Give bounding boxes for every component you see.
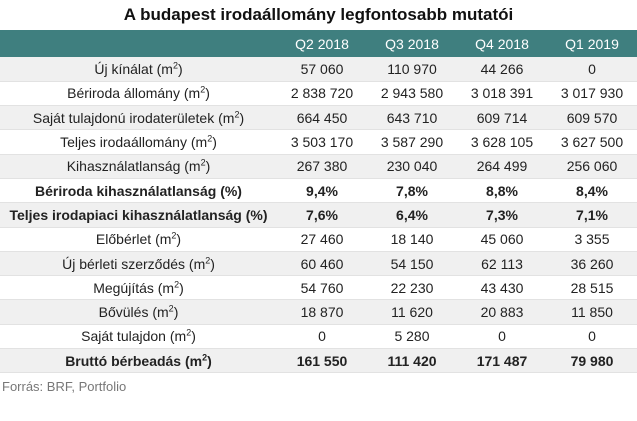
unit-superscript: 2 — [186, 327, 192, 338]
row-label-text: Új bérleti szerződés (m — [62, 255, 206, 272]
value-cell: 62 113 — [457, 251, 547, 275]
value-cell: 8,8% — [457, 178, 547, 202]
header-q2-2018: Q2 2018 — [295, 35, 349, 52]
value-cell: 0 — [277, 324, 367, 348]
table-row — [0, 251, 637, 275]
row-label-text: Bővülés (m — [98, 304, 169, 321]
row-label: Bruttó bérbeadás $(m^2)$ — [0, 349, 277, 373]
value-cell: 3 503 170 — [277, 130, 367, 154]
row-label-text: Megújítás (m — [93, 279, 175, 296]
value-cell: 256 060 — [547, 154, 637, 178]
row-label-text: Teljes irodapiaci kihasználatlanság (%) — [9, 206, 268, 223]
value-cell: 18 140 — [367, 227, 457, 251]
value-cell: 43 430 — [457, 276, 547, 300]
row-label-text: Bériroda állomány (m — [67, 85, 201, 102]
unit-superscript: 2 — [171, 230, 177, 241]
row-label — [0, 178, 277, 202]
value-cell: 3 355 — [547, 227, 637, 251]
row-label: Kihasználatlanság $(m^2)$ — [0, 154, 277, 178]
table-row — [0, 203, 637, 227]
value-cell: 110 970 — [367, 57, 457, 81]
unit-superscript: 2 — [200, 84, 206, 95]
header-row — [0, 30, 637, 57]
row-label: Bériroda állomány $(m^2)$ — [0, 81, 277, 105]
row-label: Megújítás $(m^2)$ — [0, 276, 277, 300]
value-cell: 7,1% — [547, 203, 637, 227]
row-label-text: Teljes irodaállomány (m — [60, 134, 208, 151]
row-label-text: Kihasználatlanság (m — [66, 158, 201, 175]
header-label-cell — [0, 30, 277, 57]
value-cell: 643 710 — [367, 106, 457, 130]
header-q4-2018: Q4 2018 — [475, 35, 529, 52]
value-cell: 28 515 — [547, 276, 637, 300]
row-label: Saját tulajdonú irodaterületek $(m^2)$ — [0, 106, 277, 130]
row-label: Új bérleti szerződés $(m^2)$ — [0, 251, 277, 275]
row-label-text: Előbérlet (m — [95, 231, 172, 248]
value-cell: 11 620 — [367, 300, 457, 324]
value-cell: 9,4% — [277, 178, 367, 202]
value-cell: 18 870 — [277, 300, 367, 324]
value-cell: 5 280 — [367, 324, 457, 348]
unit-superscript: 2 — [202, 352, 208, 363]
value-cell: 2 943 580 — [367, 81, 457, 105]
row-label-text: Bruttó bérbeadás (m — [65, 352, 203, 369]
value-cell: 664 450 — [277, 106, 367, 130]
value-cell: 267 380 — [277, 154, 367, 178]
header-q3-2018: Q3 2018 — [385, 35, 439, 52]
value-cell: 609 570 — [547, 106, 637, 130]
value-cell: 0 — [547, 324, 637, 348]
value-cell: 230 040 — [367, 154, 457, 178]
table-row — [0, 300, 637, 324]
row-label-text: Bériroda kihasználatlanság (%) — [35, 182, 242, 199]
value-cell: 7,8% — [367, 178, 457, 202]
table-row — [0, 81, 637, 105]
value-cell: 8,4% — [547, 178, 637, 202]
unit-superscript: 2 — [168, 303, 174, 314]
value-cell: 6,4% — [367, 203, 457, 227]
row-label-text: Új kínálat (m — [94, 60, 173, 77]
row-label-text: Saját tulajdon (m — [81, 328, 187, 345]
value-cell: 36 260 — [547, 251, 637, 275]
value-cell: 111 420 — [367, 349, 457, 373]
value-cell: 3 017 930 — [547, 81, 637, 105]
unit-superscript: 2 — [205, 254, 211, 265]
row-label: Teljes irodaállomány $(m^2)$ — [0, 130, 277, 154]
row-label: Előbérlet $(m^2)$ — [0, 227, 277, 251]
value-cell: 171 487 — [457, 349, 547, 373]
unit-superscript: 2 — [174, 279, 180, 290]
table-row — [0, 57, 637, 81]
value-cell: 45 060 — [457, 227, 547, 251]
value-cell: 54 150 — [367, 251, 457, 275]
value-cell: 3 627 500 — [547, 130, 637, 154]
table-body — [0, 57, 637, 373]
value-cell: 7,3% — [457, 203, 547, 227]
value-cell: 2 838 720 — [277, 81, 367, 105]
value-cell: 0 — [457, 324, 547, 348]
value-cell: 57 060 — [277, 57, 367, 81]
value-cell: 44 266 — [457, 57, 547, 81]
value-cell: 3 628 105 — [457, 130, 547, 154]
value-cell: 3 018 391 — [457, 81, 547, 105]
value-cell: 54 760 — [277, 276, 367, 300]
value-cell: 3 587 290 — [367, 130, 457, 154]
table-row — [0, 276, 637, 300]
row-label: Új kínálat $(m^2)$ — [0, 57, 277, 81]
table-row — [0, 227, 637, 251]
value-cell: 11 850 — [547, 300, 637, 324]
value-cell: 60 460 — [277, 251, 367, 275]
indicator-table — [0, 30, 637, 373]
value-cell: 27 460 — [277, 227, 367, 251]
value-cell: 264 499 — [457, 154, 547, 178]
value-cell: 22 230 — [367, 276, 457, 300]
table-title: A budapest irodaállomány legfontosabb mutatói — [123, 5, 514, 24]
table-row — [0, 106, 637, 130]
unit-superscript: 2 — [207, 133, 213, 144]
value-cell: 161 550 — [277, 349, 367, 373]
table-row — [0, 324, 637, 348]
unit-superscript: 2 — [172, 60, 178, 71]
unit-superscript: 2 — [234, 109, 240, 120]
value-cell: 0 — [547, 57, 637, 81]
table-row — [0, 154, 637, 178]
header-q1-2019: Q1 2019 — [565, 35, 619, 52]
row-label-text: Saját tulajdonú irodaterületek (m — [32, 109, 235, 126]
row-label: Saját tulajdon $(m^2)$ — [0, 324, 277, 348]
value-cell: 609 714 — [457, 106, 547, 130]
table-row — [0, 349, 637, 373]
table-row — [0, 178, 637, 202]
value-cell: 79 980 — [547, 349, 637, 373]
table-row — [0, 130, 637, 154]
row-label — [0, 203, 277, 227]
source-note: Forrás: BRF, Portfolio — [2, 379, 127, 395]
value-cell: 20 883 — [457, 300, 547, 324]
row-label: Bővülés $(m^2)$ — [0, 300, 277, 324]
unit-superscript: 2 — [200, 157, 206, 168]
value-cell: 7,6% — [277, 203, 367, 227]
